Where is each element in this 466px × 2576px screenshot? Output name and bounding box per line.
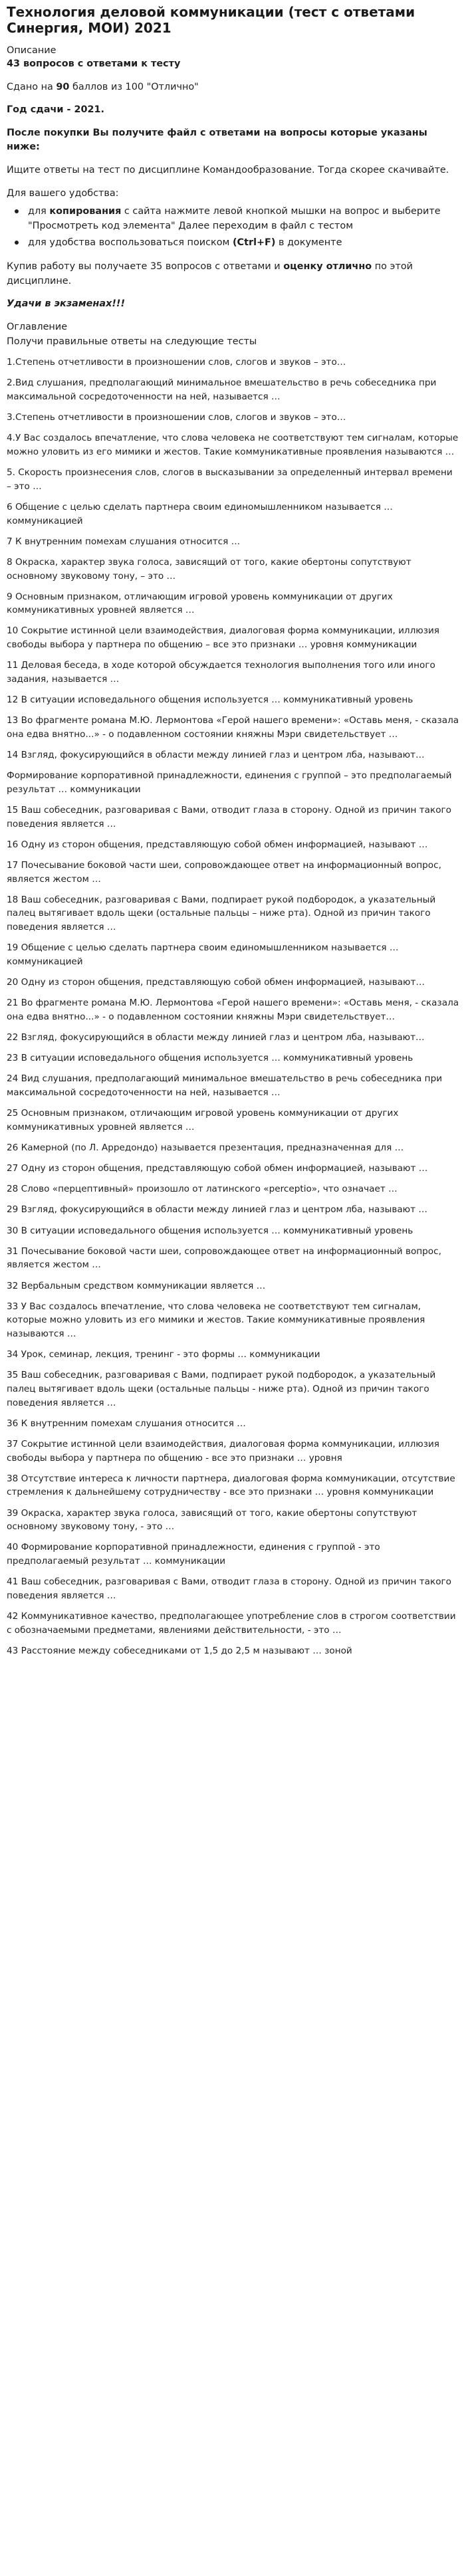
list-item: 4.У Вас создалось впечатление, что слова человека не соответствуют тем сигналам, которые можно уловить из его мимики и жестов. Такие коммуникативные проявления называются …	[7, 433, 459, 457]
buy-pre: Купив работу вы получаете 35 вопросов с ответами и	[7, 261, 284, 272]
list-item: 25 Основным признаком, отличающим игровой уровень коммуникации от других коммуникативных уровней является …	[7, 1108, 399, 1132]
list-item: 10 Сокрытие истинной цели взаимодействия, диалоговая форма коммуникации, иллюзия свободы выбора у партнера по общению – все это признаки … уровня коммуникации	[7, 625, 439, 651]
buy-post: по этой дисциплине.	[7, 261, 413, 286]
buy-line	[7, 260, 459, 288]
list-item: 7 К внутренним помехам слушания относится …	[7, 536, 241, 547]
list-item: 42 Коммуникативное качество, предполагающее употребление слов в строгом соответствии с обозначаемыми предметами, явлениями действительности, - это …	[7, 1611, 456, 1636]
list-item: 12 В ситуации исповедального общения используется … коммуникативный уровень	[7, 695, 413, 706]
list-item: 31 Почесывание боковой части шеи, сопровождающее ответ на информационный вопрос, является жестом …	[7, 1245, 441, 1271]
score-pre: Сдано на	[7, 81, 57, 92]
list-item: 41 Ваш собеседник, разговаривая с Вами, отводит глаза в сторону. Одной из причин такого поведения является …	[7, 1576, 452, 1601]
toc-subtitle: Получи правильные ответы на следующие тесты	[7, 336, 257, 347]
list-item: 27 Одну из сторон общения, представляющую собой обмен информацией, называют …	[7, 1163, 428, 1174]
page-title: Технология деловой коммуникации (тест с ответами Синергия, МОИ) 2021	[7, 4, 415, 36]
list-item: 6 Общение с целью сделать партнера своим единомышленником называется … коммуникацией	[7, 501, 393, 526]
bullet-text-bold: копирования	[49, 206, 122, 217]
bullet-icon	[15, 209, 19, 213]
list-item: 33 У Вас создалось впечатление, что слова человека не соответствуют тем сигналам, которые можно уловить из его мимики и жестов. Такие коммуникативные проявления называются …	[7, 1301, 425, 1340]
list-item: 40 Формирование корпоративной принадлежности, единения с группой - это предполагаемый результат … коммуникации	[7, 1542, 380, 1567]
year-line: Год сдачи - 2021.	[7, 104, 105, 116]
bullet-text-post: с сайта нажмите левой кнопкой мышки на вопрос и выберите "Просмотреть код элемента" Далее переходим в файл с тестом	[28, 206, 441, 231]
list-item: 30 В ситуации исповедального общения используется … коммуникативный уровень	[7, 1225, 413, 1236]
list-item: 15 Ваш собеседник, разговаривая с Вами, отводит глаза в сторону. Одной из причин такого поведения является …	[7, 805, 452, 829]
list-item: 26 Камерной (по Л. Арредондо) называется презентация, предназначенная для …	[7, 1142, 404, 1154]
list-item: 18 Ваш собеседник, разговаривая с Вами, подпирает рукой подбородок, а указательный палец вытягивает вдоль щеки (остальные пальцы – ниже рта). Одной из причин такого поведения является …	[7, 894, 436, 933]
list-item: 9 Основным признаком, отличающим игровой уровень коммуникации от других коммуникативных уровней является …	[7, 591, 393, 616]
question-count: 43 вопросов с ответами к тесту	[7, 58, 181, 69]
list-item: 11 Деловая беседа, в ходе которой обсуждается технология выполнения того или иного задания, называется …	[7, 660, 435, 685]
list-item: 23 В ситуации исповедального общения используется … коммуникативный уровень	[7, 1053, 413, 1064]
list-item: 28 Слово «перцептивный» произошло от латинского «perceptio», что означает …	[7, 1184, 398, 1195]
list-item: 43 Расстояние между собеседниками от 1,5 до 2,5 м называют … зоной	[7, 1645, 352, 1656]
list-item: 19 Общение с целью сделать партнера своим единомышленником называется … коммуникацией	[7, 942, 399, 967]
convenience-list	[7, 205, 459, 251]
list-item: 1.Степень отчетливости в произношении слов, слогов и звуков – это…	[7, 357, 346, 368]
list-item: 8 Окраска, характер звука голоса, зависящий от того, какие обертоны сопутствуют основному звуковому тону, – это …	[7, 556, 411, 582]
list-item: 36 К внутренним помехам слушания относится …	[7, 1418, 246, 1429]
question-list	[7, 356, 459, 1658]
description-label: Описание	[7, 45, 57, 56]
bullet-icon	[15, 241, 19, 245]
list-item: 29 Взгляд, фокусирующийся в области между линией глаз и центром лба, называют …	[7, 1204, 427, 1216]
score-line	[7, 80, 459, 95]
score-post: баллов из 100 "Отлично"	[69, 81, 199, 92]
search-text: Ищите ответы на тест по дисциплине Командообразование. Тогда скорее скачивайте.	[7, 165, 449, 176]
list-item: 38 Отсутствие интереса к личности партнера, диалоговая форма коммуникации, отсутствие стремления к дальнейшему сотрудничеству - все это признаки … уровня коммуникации	[7, 1473, 455, 1498]
convenience-label: Для вашего удобства:	[7, 187, 119, 199]
list-item: 39 Окраска, характер звука голоса, зависящий от того, какие обертоны сопутствуют основному звуковому тону, - это …	[7, 1507, 417, 1533]
list-item: 5. Скорость произнесения слов, слогов в высказывании за определенный интервал времени – это …	[7, 467, 453, 492]
bullet-text-pre: для удобства воспользоваться поиском	[28, 237, 233, 249]
list-item: 21 Во фрагменте романа М.Ю. Лермонтова «Герой нашего времени»: «Оставь меня, - сказала она едва внятно...» - о подавленном состоянии княжны Мэри свидетельствует…	[7, 998, 459, 1022]
list-item: 2.Вид слушания, предполагающий минимальное вмешательство в речь собеседника при максимальной сосредоточенности на ней, называется …	[7, 377, 437, 402]
list-item: 37 Сокрытие истинной цели взаимодействия, диалоговая форма коммуникации, иллюзия свободы выбора у партнера по общению - все это признаки … уровня	[7, 1439, 439, 1463]
list-item: 13 Во фрагменте романа М.Ю. Лермонтова «Герой нашего времени»: «Оставь меня, - сказала она едва внятно...» - о подавленном состоянии княжны Мэри свидетельствует …	[7, 715, 459, 740]
list-item: 16 Одну из сторон общения, представляющую собой обмен информацией, называют …	[7, 839, 428, 850]
list-item: 3.Степень отчетливости в произношении слов, слогов и звуков – это…	[7, 412, 346, 423]
luck-line: Удачи в экзаменах!!!	[7, 298, 126, 310]
toc-label: Оглавление	[7, 321, 68, 332]
list-item: 20 Одну из сторон общения, представляющую собой обмен информацией, называют…	[7, 977, 425, 988]
list-item: 24 Вид слушания, предполагающий минимальное вмешательство в речь собеседника при максимальной сосредоточенности на ней, называется …	[7, 1073, 443, 1099]
score-value: 90	[56, 81, 70, 92]
list-item: Формирование корпоративной принадлежности, единения с группой – это предполагаемый результат … коммуникации	[7, 770, 452, 795]
list-item	[28, 205, 459, 233]
list-item: 22 Взгляд, фокусирующийся в области между линией глаз и центром лба, называют…	[7, 1032, 425, 1043]
list-item	[28, 236, 459, 251]
list-item: 34 Урок, семинар, лекция, тренинг - это формы … коммуникации	[7, 1349, 320, 1360]
list-item: 35 Ваш собеседник, разговаривая с Вами, подпирает рукой подбородок, а указательный палец вытягивает вдоль щеки (остальные пальцы - ниже рта). Одной из причин такого поведения является …	[7, 1370, 436, 1408]
list-item: 17 Почесывание боковой части шеи, сопровождающее ответ на информационный вопрос, является жестом …	[7, 860, 441, 885]
bullet-text-post: в документе	[275, 237, 342, 249]
buy-bold: оценку отлично	[283, 261, 372, 272]
list-item: 32 Вербальным средством коммуникации является …	[7, 1280, 266, 1291]
bullet-text-pre: для	[28, 206, 50, 217]
list-item: 14 Взгляд, фокусирующийся в области между линией глаз и центром лба, называют…	[7, 750, 425, 761]
after-purchase: После покупки Вы получите файл с ответами на вопросы которые указаны ниже:	[7, 127, 427, 153]
bullet-text-bold: (Ctrl+F)	[232, 237, 276, 249]
